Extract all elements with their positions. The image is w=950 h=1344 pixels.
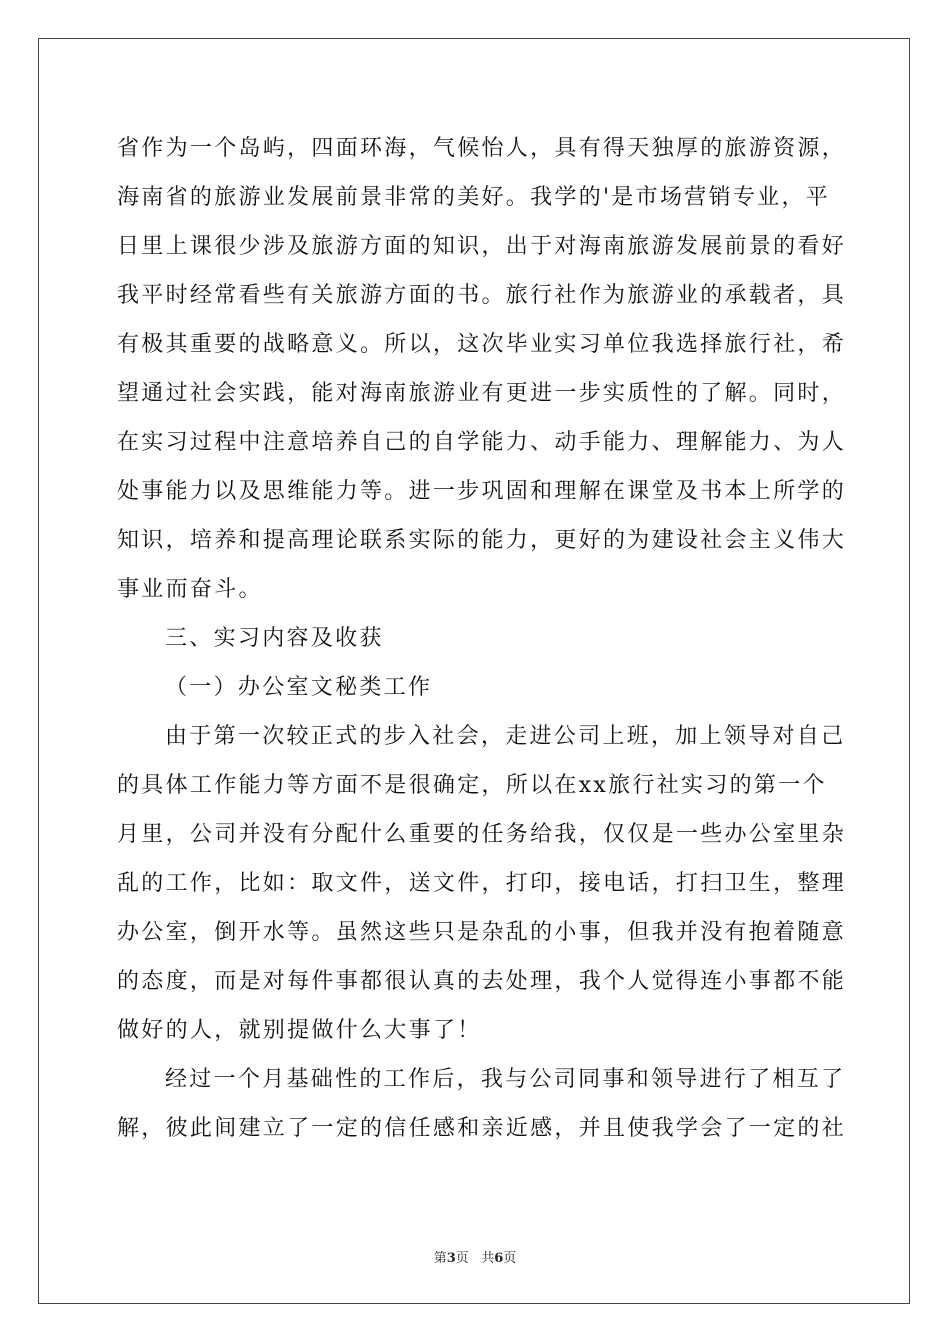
section-heading: 三、实习内容及收获 bbox=[165, 626, 384, 651]
subsection-heading: （一）办公室文秘类工作 bbox=[165, 675, 433, 700]
paragraph-start-line: 由于第一次较正式的步入社会，走进公司上班，加上领导对自己 bbox=[165, 724, 846, 749]
text-line: 海南省的旅游业发展前景非常的美好。我学的'是市场营销专业，平 bbox=[117, 185, 831, 210]
text-line: 处事能力以及思维能力等。进一步巩固和理解在课堂及书本上所学的 bbox=[117, 479, 847, 504]
paragraph-start-line: 经过一个月基础性的工作后，我与公司同事和领导进行了相互了 bbox=[165, 1067, 846, 1092]
text-line: 我平时经常看些有关旅游方面的书。旅行社作为旅游业的承载者，具 bbox=[117, 283, 847, 308]
text-line: 在实习过程中注意培养自己的自学能力、动手能力、理解能力、为人 bbox=[117, 430, 847, 455]
text-line: 望通过社会实践，能对海南旅游业有更进一步实质性的了解。同时， bbox=[117, 381, 847, 406]
footer-total-suffix: 页 bbox=[503, 1251, 517, 1266]
text-line: 省作为一个岛屿，四面环海，气候怡人，具有得天独厚的旅游资源， bbox=[117, 136, 847, 161]
page-footer bbox=[0, 1247, 950, 1266]
text-line: 事业而奋斗。 bbox=[117, 577, 263, 602]
text-line: 的具体工作能力等方面不是很确定，所以在xx旅行社实习的第一个 bbox=[117, 773, 827, 798]
footer-page-suffix: 页 bbox=[455, 1251, 469, 1266]
footer-prefix: 第 bbox=[433, 1251, 447, 1266]
current-page-number: 3 bbox=[446, 1251, 456, 1266]
text-line: 日里上课很少涉及旅游方面的知识，出于对海南旅游发展前景的看好 bbox=[117, 234, 847, 259]
text-line: 的态度，而是对每件事都很认真的去处理，我个人觉得连小事都不能 bbox=[117, 969, 847, 994]
text-line: 解，彼此间建立了一定的信任感和亲近感，并且使我学会了一定的社 bbox=[117, 1116, 847, 1141]
text-line: 办公室，倒开水等。虽然这些只是杂乱的小事，但我并没有抱着随意 bbox=[117, 920, 847, 945]
text-line: 做好的人，就别提做什么大事了！ bbox=[117, 1018, 482, 1043]
document-body bbox=[117, 124, 847, 1153]
text-line: 乱的工作，比如：取文件，送文件，打印，接电话，打扫卫生，整理 bbox=[117, 871, 847, 896]
footer-total-prefix: 共 bbox=[481, 1251, 495, 1266]
text-line: 知识，培养和提高理论联系实际的能力，更好的为建设社会主义伟大 bbox=[117, 528, 847, 553]
total-page-count: 6 bbox=[494, 1251, 504, 1266]
text-line: 有极其重要的战略意义。所以，这次毕业实习单位我选择旅行社，希 bbox=[117, 332, 847, 357]
text-line: 月里，公司并没有分配什么重要的任务给我，仅仅是一些办公室里杂 bbox=[117, 822, 847, 847]
